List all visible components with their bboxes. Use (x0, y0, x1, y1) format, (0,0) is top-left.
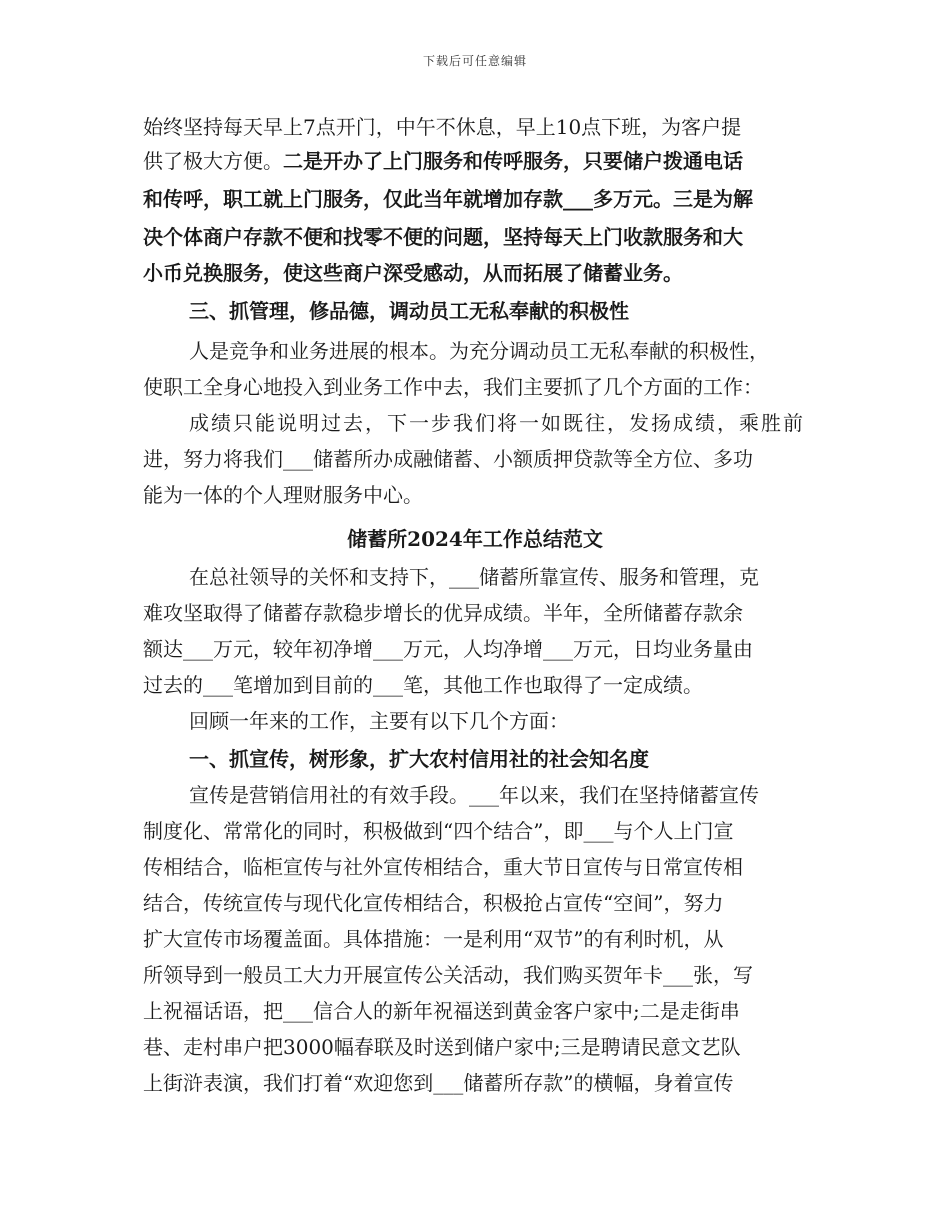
text-line: 上祝福话语，把___信合人的新年祝福送到黄金客户家中;二是走街串 (143, 999, 740, 1023)
text-line (143, 144, 743, 178)
text-segment: 供了极大方便。 (143, 149, 283, 173)
bold-text-segment: 二是开办了上门服务和传呼服务，只要储户拨通电话 (283, 149, 743, 173)
text-line: 上街浒表演，我们打着“欢迎您到___储蓄所存款”的横幅，身着宣传 (143, 1071, 734, 1095)
text-line: 人是竞争和业务进展的根本。为充分调动员工无私奉献的积极性， (189, 339, 769, 363)
text-line: 传相结合，临柜宣传与社外宣传相结合，重大节日宣传与日常宣传相 (143, 855, 743, 879)
text-line: 在总社领导的关怀和支持下，___储蓄所靠宣传、服务和管理，克 (189, 565, 759, 589)
text-line: 始终坚持每天早上7点开门，中午不休息，早上10点下班，为客户提 (143, 115, 742, 139)
page-header: 下载后可任意编辑 (422, 54, 527, 68)
text-line: 进，努力将我们___储蓄所办成融储蓄、小额质押贷款等全方位、多功 (143, 447, 753, 471)
bold-text-line: 决个体商户存款不便和找零不便的问题，坚持每天上门收款服务和大 (143, 225, 743, 249)
text-line: 宣传是营销信用社的有效手段。___年以来，我们在坚持储蓄宣传 (189, 783, 759, 807)
text-line: 使职工全身心地投入到业务工作中去，我们主要抓了几个方面的工作： (143, 375, 763, 399)
text-line: 所领导到一般员工大力开展宣传公关活动，我们购买贺年卡___张，写 (143, 963, 753, 987)
text-line: 扩大宣传市场覆盖面。具体措施：一是利用“双节”的有利时机，从 (143, 927, 724, 951)
text-line: 结合，传统宣传与现代化宣传相结合，积极抢占宣传“空间”，努力 (143, 891, 724, 915)
bold-text-line: 和传呼，职工就上门服务，仅此当年就增加存款___多万元。三是为解 (143, 187, 753, 211)
text-line: 额达___万元，较年初净增___万元，人均净增___万元，日均业务量由 (143, 637, 753, 661)
text-line: 回顾一年来的工作，主要有以下几个方面： (189, 709, 569, 733)
document-title: 储蓄所2024年工作总结范文 (347, 527, 603, 551)
bold-text-line: 小币兑换服务，使这些商户深受感动，从而拓展了储蓄业务。 (143, 261, 683, 285)
text-line: 制度化、常常化的同时，积极做到“四个结合”，即___与个人上门宣 (143, 819, 734, 843)
section-heading: 一、抓宣传，树形象，扩大农村信用社的社会知名度 (189, 747, 649, 771)
text-line: 难攻坚取得了储蓄存款稳步增长的优异成绩。半年，全所储蓄存款余 (143, 601, 743, 625)
text-line: 能为一体的个人理财服务中心。 (143, 483, 423, 507)
text-line: 成绩只能说明过去，下一步我们将一如既往，发扬成绩，乘胜前 (189, 411, 805, 435)
text-line: 过去的___笔增加到目前的___笔，其他工作也取得了一定成绩。 (143, 673, 703, 697)
section-heading: 三、抓管理，修品德，调动员工无私奉献的积极性 (189, 299, 629, 323)
text-line: 巷、走村串户把3000幅春联及时送到储户家中;三是聘请民意文艺队 (143, 1035, 741, 1059)
